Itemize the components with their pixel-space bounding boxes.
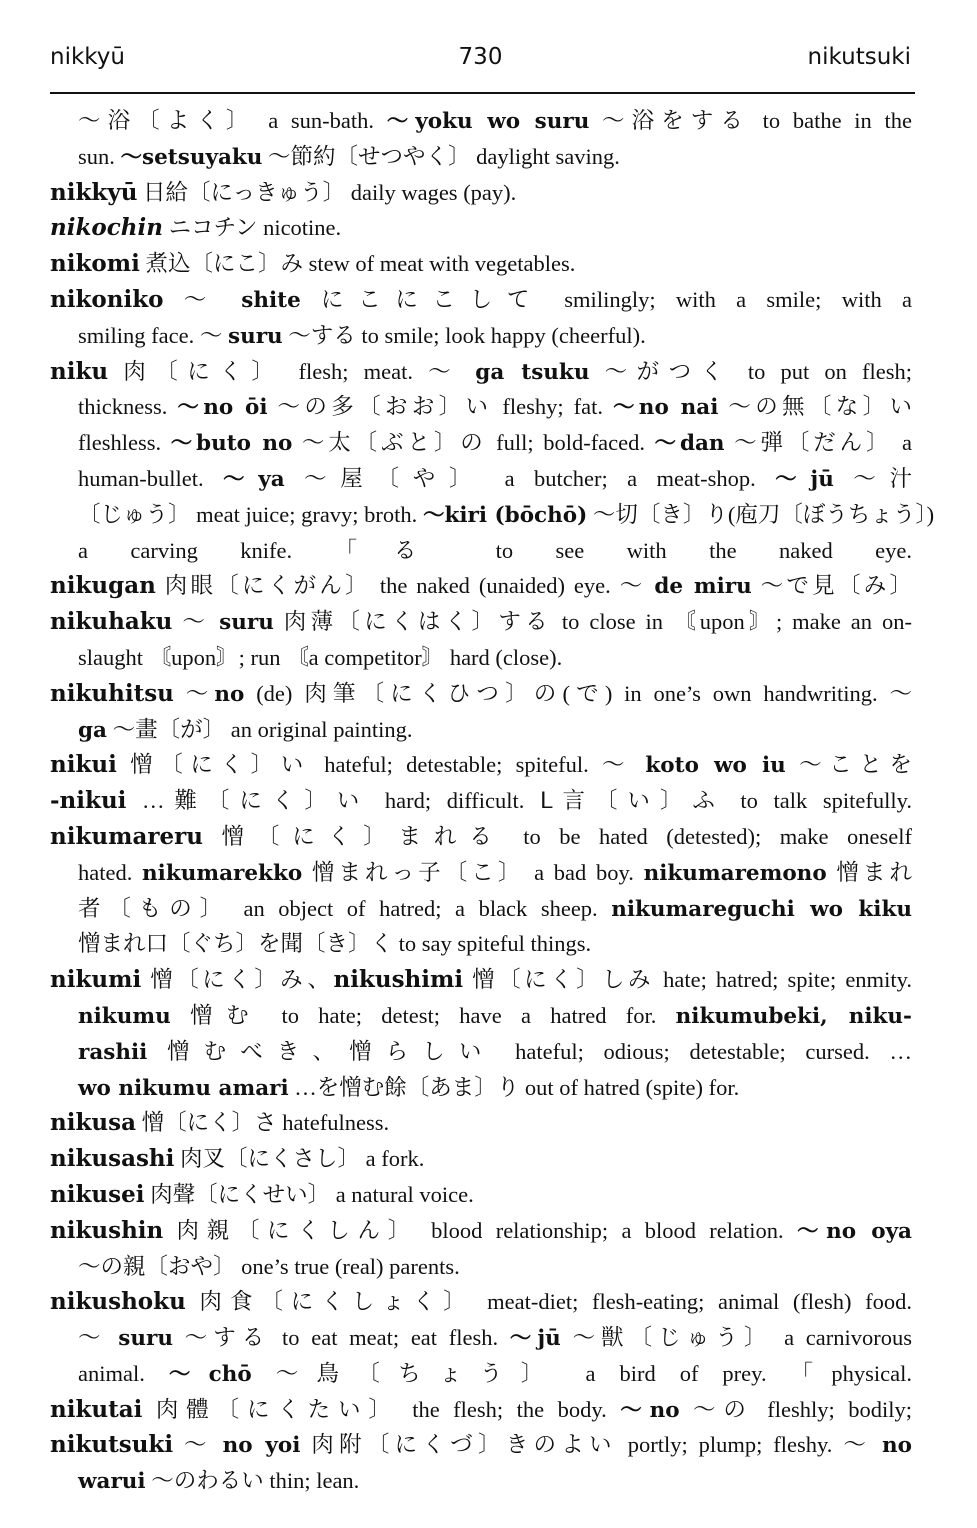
- headword: nikumareru: [50, 822, 203, 850]
- entry-line: [50, 783, 912, 819]
- romaji-phrase: no yoi: [222, 1433, 301, 1459]
- headword: nikochin: [50, 214, 163, 242]
- romaji-phrase: 〜dan: [654, 431, 725, 457]
- entry-line: [50, 246, 912, 282]
- romaji-phrase: rashii: [78, 1039, 148, 1065]
- entry-text: 憎まれ口〔ぐち〕を聞〔き〕く to say spiteful things.: [78, 931, 592, 957]
- entry-line: [50, 1427, 912, 1463]
- headword: nikushin: [50, 1216, 164, 1244]
- entry-line: [50, 855, 912, 891]
- header-first-entry: nikkyū: [50, 44, 125, 70]
- entry-text: hated.: [78, 859, 143, 885]
- entry-text: 肉聲〔にくせい〕 a natural voice.: [144, 1181, 474, 1207]
- entry-text: 〜の多〔おお〕い fleshy; fat.: [267, 394, 613, 420]
- entry-text: 〜する to smile; look happy (cheerful).: [282, 322, 646, 348]
- headword: niku: [50, 357, 109, 385]
- romaji-phrase: nikumareguchi wo kiku: [611, 896, 912, 922]
- romaji-phrase: nikumu: [78, 1003, 171, 1029]
- entry-line: [50, 998, 912, 1034]
- entry-text: 〜畫〔が〕 an original painting.: [106, 716, 413, 742]
- entry-line: [50, 1249, 912, 1285]
- entry-line: [50, 1356, 912, 1392]
- dictionary-entries: [50, 103, 935, 1499]
- romaji-phrase: no: [882, 1433, 912, 1459]
- entry-line: [50, 962, 912, 998]
- entry-text: 〜浴をする to bathe in the: [589, 108, 913, 133]
- entry-text: 憎むべき、憎らしい hateful; odious; detestable; cursed. …: [147, 1038, 912, 1064]
- entry-line: [50, 1284, 912, 1320]
- entry-line: [50, 1177, 912, 1213]
- romaji-phrase: koto wo iu: [645, 753, 786, 779]
- entry-line: [50, 1141, 912, 1177]
- entry-text: 〜屋〔や〕 a butcher; a meat-shop.: [284, 465, 776, 491]
- entry-text: 〜獣〔じゅう〕 a carnivorous: [560, 1325, 912, 1351]
- romaji-phrase: 〜kiri (bōchō): [422, 502, 588, 528]
- entry-text: 憎まれっ子〔こ〕 a bad boy.: [302, 859, 644, 885]
- entry-text: …難〔にく〕い hard; difficult. ᒪ言〔い〕ふ to talk spitefully.: [126, 788, 912, 814]
- entry-line: [50, 1213, 912, 1249]
- entry-text: smiling face. 〜: [78, 322, 228, 348]
- entry-line: [50, 533, 912, 569]
- entry-text: にこにこして smilingly; with a smile; with a: [300, 286, 912, 312]
- entry-line: [50, 676, 912, 712]
- entry-text: 憎〔にく〕い hateful; detestable; spiteful. 〜: [116, 752, 646, 778]
- entry-line: [50, 819, 912, 855]
- entry-text: human-bullet.: [78, 465, 223, 491]
- entry-text: 〜のわるい thin; lean.: [145, 1468, 360, 1494]
- entry-line: [50, 568, 912, 604]
- headword: nikusei: [50, 1180, 145, 1208]
- entry-text: 〜太〔ぶと〕の full; bold-faced.: [292, 430, 655, 456]
- entry-text: sun.: [78, 143, 121, 169]
- entry-text: 〜: [163, 286, 242, 312]
- headword: nikuhitsu: [50, 679, 174, 707]
- entry-text: …を憎む餘〔あま〕り out of hatred (spite) for.: [288, 1074, 740, 1100]
- entry-text: (de) 肉筆〔にくひつ〕の(で) in one’s own handwriting. 〜: [244, 680, 912, 706]
- entry-text: 〜汁: [833, 465, 912, 491]
- headword: nikugan: [50, 572, 156, 600]
- entry-text: 〜の無〔な〕い: [718, 394, 912, 420]
- entry-text: 〜鳥〔ちょう〕 a bird of prey. 「physical.: [251, 1360, 912, 1386]
- entry-text: 〜: [173, 680, 215, 706]
- entry-text: 憎〔にく〕さ hatefulness.: [135, 1110, 390, 1136]
- entry-text: fleshless.: [78, 430, 171, 456]
- romaji-phrase: 〜setsuyaku: [120, 144, 263, 170]
- romaji-phrase: nikumarekko: [142, 860, 303, 886]
- entry-text: 肉親〔にくしん〕 blood relationship; a blood relation.: [163, 1217, 797, 1243]
- entry-text: 〜浴〔よく〕 a sun-bath.: [78, 108, 387, 133]
- entry-line: [50, 640, 912, 676]
- entry-line: [50, 425, 912, 461]
- entry-line: [50, 1392, 912, 1428]
- entry-text: 〜弾〔だん〕 a: [724, 430, 912, 456]
- headword: nikushoku: [50, 1288, 186, 1316]
- page-header: [50, 44, 911, 78]
- entry-line: [50, 282, 912, 318]
- entry-text: slaught 〘upon〙; run 〘a competitor〙 hard (close).: [78, 644, 563, 670]
- entry-text: 〜: [172, 609, 220, 635]
- entry-line: [50, 891, 912, 927]
- entry-text: 肉體〔にくたい〕 the flesh; the body.: [142, 1396, 621, 1422]
- entry-text: animal.: [78, 1360, 169, 1386]
- romaji-phrase: 〜no ōi: [177, 395, 268, 421]
- entry-text: 〜で見〔み〕: [751, 573, 912, 599]
- romaji-phrase: 〜jū: [775, 466, 834, 492]
- entry-line: [50, 175, 912, 211]
- romaji-phrase: wo nikumu amari: [78, 1075, 289, 1101]
- entry-text: 憎まれ: [826, 859, 912, 885]
- entry-text: 〜ことを: [785, 752, 912, 778]
- headword: nikui: [50, 751, 117, 779]
- headword: nikusa: [50, 1109, 136, 1137]
- entry-line: [50, 389, 912, 425]
- entry-text: 肉叉〔にくさし〕 a fork.: [174, 1146, 425, 1172]
- entry-line: [50, 461, 912, 497]
- romaji-phrase: no: [214, 681, 245, 707]
- romaji-phrase: 〜no nai: [612, 395, 719, 421]
- entry-text: 憎〔にく〕み、: [141, 967, 334, 993]
- entry-line: [50, 139, 912, 175]
- entry-line: [50, 1070, 912, 1106]
- headword: nikoniko: [50, 285, 164, 313]
- headword: nikomi: [50, 250, 140, 278]
- header-rule: [50, 92, 915, 94]
- entry-text: 〜: [78, 1325, 119, 1351]
- romaji-phrase: ga: [78, 717, 107, 743]
- romaji-phrase: de miru: [654, 574, 752, 600]
- headword: nikutsuki: [50, 1431, 174, 1459]
- entry-text: 肉食〔にくしょく〕 meat-diet; flesh-eating; animal (flesh) food.: [185, 1289, 912, 1315]
- entry-text: 〜の fleshly; bodily;: [679, 1396, 912, 1422]
- headword: nikushimi: [333, 966, 464, 994]
- entry-line: [50, 747, 912, 783]
- entry-text: 〜切〔き〕り(庖刀〔ぼうちょう〕): [587, 501, 935, 527]
- romaji-phrase: 〜no oya: [796, 1218, 912, 1244]
- romaji-phrase: 〜ya: [222, 466, 285, 492]
- headword: nikuhaku: [50, 608, 173, 636]
- romaji-phrase: 〜chō: [168, 1361, 252, 1387]
- entry-text: 肉附〔にくづ〕きのよい portly; plump; fleshy. 〜: [300, 1432, 882, 1458]
- entry-text: 憎〔にく〕しみ hate; hatred; spite; enmity.: [463, 967, 912, 993]
- entry-text: 肉眼〔にくがん〕 the naked (unaided) eye. 〜: [155, 573, 655, 599]
- romaji-phrase: 〜buto no: [170, 431, 293, 457]
- romaji-phrase: nikumaremono: [643, 860, 827, 886]
- headword: nikusashi: [50, 1145, 175, 1173]
- entry-text: 〜節約〔せつやく〕 daylight saving.: [262, 143, 620, 169]
- entry-text: 〜がつく to put on flesh;: [589, 358, 912, 384]
- headword: nikkyū: [50, 178, 138, 206]
- entry-text: 〔じゅう〕 meat juice; gravy; broth.: [78, 501, 423, 527]
- entry-line: [50, 103, 912, 139]
- entry-line: [50, 318, 912, 354]
- entry-text: 肉薄〔にくはく〕する to close in 〘upon〙; make an on-: [273, 609, 912, 635]
- entry-text: ニコチン nicotine.: [162, 215, 342, 241]
- entry-text: 〜の親〔おや〕 one’s true (real) parents.: [78, 1253, 460, 1279]
- romaji-phrase: shite: [241, 287, 301, 313]
- romaji-phrase: suru: [118, 1326, 173, 1352]
- entry-line: [50, 926, 912, 962]
- entry-text: 憎〔にく〕まれる to be hated (detested); make oneself: [202, 823, 912, 849]
- headword: nikutai: [50, 1395, 143, 1423]
- entry-line: [50, 1105, 912, 1141]
- romaji-phrase: suru: [219, 610, 274, 636]
- entry-text: 者〔もの〕 an object of hatred; a black sheep.: [78, 895, 612, 921]
- entry-text: 憎む to hate; detest; have a hatred for.: [170, 1002, 676, 1028]
- romaji-phrase: nikumubeki, niku-: [675, 1003, 912, 1029]
- header-last-entry: nikutsuki: [807, 44, 911, 70]
- entry-line: [50, 1463, 912, 1499]
- page-number: 730: [458, 44, 503, 70]
- romaji-phrase: 〜yoku wo suru: [386, 109, 590, 134]
- entry-line: [50, 604, 912, 640]
- headword: -nikui: [50, 787, 127, 815]
- entry-line: [50, 1034, 912, 1070]
- entry-text: a carving knife. 「る to see with the naked eye.: [78, 537, 912, 563]
- entry-text: 日給〔にっきゅう〕 daily wages (pay).: [137, 179, 517, 205]
- entry-text: 〜: [173, 1432, 223, 1458]
- romaji-phrase: ga tsuku: [475, 359, 590, 385]
- entry-line: [50, 497, 935, 533]
- entry-line: [50, 1320, 912, 1356]
- romaji-phrase: warui: [78, 1469, 146, 1495]
- entry-text: 煮込〔にこ〕み stew of meat with vegetables.: [139, 251, 576, 277]
- entry-line: [50, 354, 912, 390]
- romaji-phrase: suru: [227, 323, 283, 349]
- entry-line: [50, 712, 912, 748]
- entry-text: 肉〔にく〕 flesh; meat. 〜: [108, 358, 476, 384]
- entry-line: [50, 210, 912, 246]
- romaji-phrase: 〜jū: [509, 1326, 561, 1352]
- entry-text: thickness.: [78, 394, 178, 420]
- romaji-phrase: 〜no: [620, 1397, 680, 1423]
- entry-text: 〜する to eat meat; eat flesh.: [172, 1325, 510, 1351]
- headword: nikumi: [50, 966, 142, 994]
